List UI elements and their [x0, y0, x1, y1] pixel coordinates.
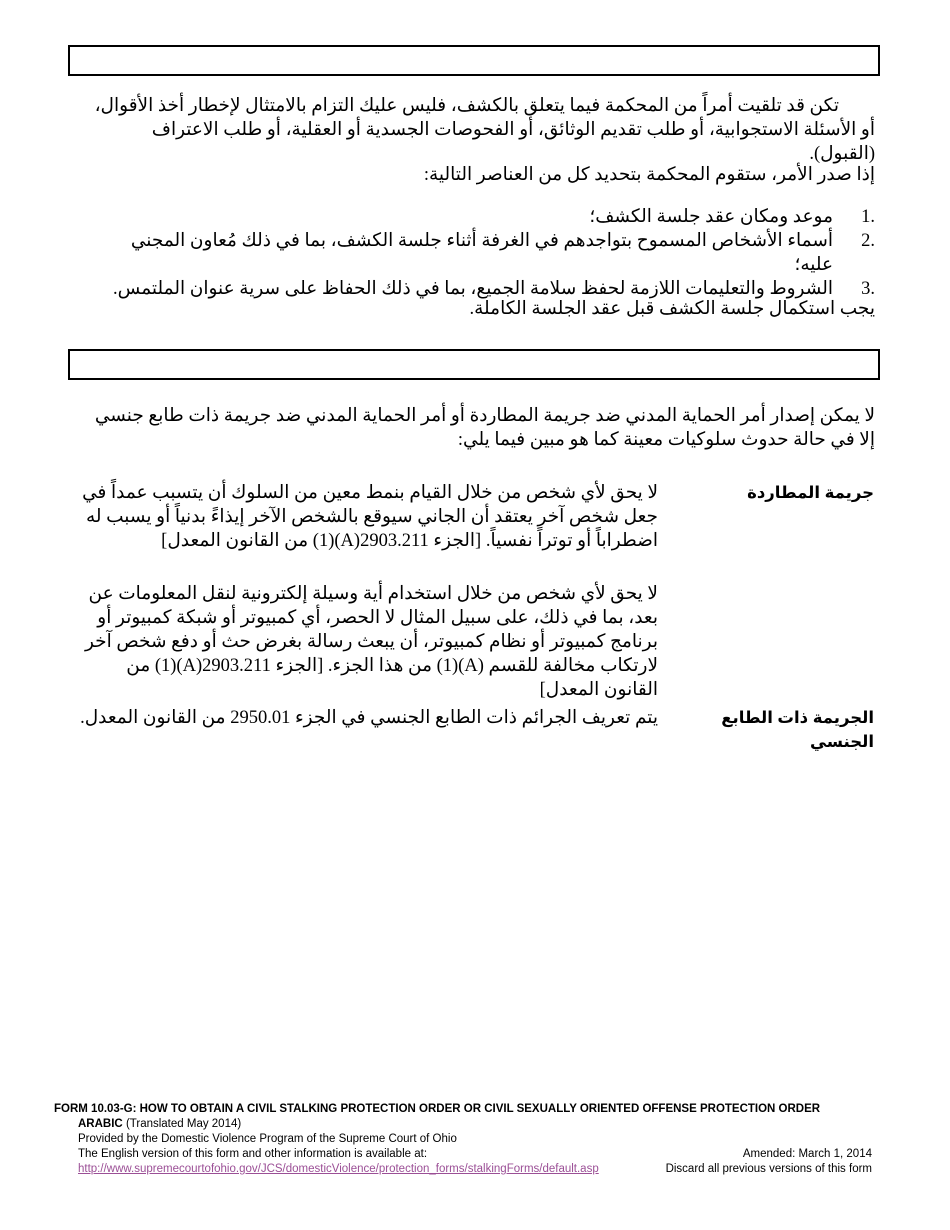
list-item-number: 3.: [861, 279, 875, 299]
list-item: [100, 229, 875, 277]
order-elements-intro: إذا صدر الأمر، ستقوم المحكمة بتحديد كل من العناصر التالية:: [423, 165, 875, 185]
translation-note: [54, 1117, 894, 1132]
conduct-intro-paragraph: لا يمكن إصدار أمر الحماية المدني ضد جريمة المطاردة أو أمر الحماية المدني ضد جريمة ذات طابع جنسي إلا في حالة حدوث سلوكيات معينة كما هو مبين فيما يلي:: [94, 406, 875, 450]
discovery-completion-note: يجب استكمال جلسة الكشف قبل عقد الجلسة الكاملة.: [469, 299, 875, 319]
stalking-definition-2: لا يحق لأي شخص من خلال استخدام أية وسيلة إلكترونية لنقل المعلومات عن بعد، بما في ذلك، على سبيل المثال لا الحصر، أي كمبيوتر أو شبكة كمبيوتر أو برنامج كمبيوتر أو نظام كمبيوتر، أن يبعث رسالة بغرض حث أو دفع شخص آخر لارتكاب مخالفة للقسم (A)(1) من هذا الجزء. [الجزء 2903.211(A)(1) من القانون المعدل]: [84, 584, 658, 700]
section-heading-box-2: [68, 349, 880, 380]
language-label: ARABIC: [78, 1118, 123, 1130]
provided-by: Provided by the Domestic Violence Program of the Supreme Court of Ohio: [78, 1133, 457, 1145]
url-row: [54, 1162, 894, 1177]
list-item-text: أسماء الأشخاص المسموح بتواجدهم في الغرفة أثناء جلسة الكشف، بما في ذلك مُعاون المجني عليه؛: [130, 231, 833, 275]
form-footer: [54, 1102, 894, 1177]
english-version-text: The English version of this form and other information is available at:: [78, 1148, 428, 1160]
amended-date: Amended: March 1, 2014: [742, 1148, 872, 1160]
list-item-text: موعد ومكان عقد جلسة الكشف؛: [589, 207, 833, 227]
discovery-paragraph: تكن قد تلقيت أمراً من المحكمة فيما يتعلق بالكشف، فليس عليك التزام بالامتثال لإخطار أخذ الأقوال، أو الأسئلة الاستجوابية، أو طلب تقديم الوثائق، أو الفحوصات الجسدية أو العقلية، أو طلب الاعتراف (القبول).: [94, 96, 875, 164]
sexual-offense-term: الجريمة ذات الطابع الجنسي: [721, 709, 874, 751]
list-item: [100, 205, 875, 229]
list-item-text: الشروط والتعليمات اللازمة لحفظ سلامة الجميع، بما في ذلك الحفاظ على سرية عنوان الملتمس.: [113, 279, 833, 299]
stalking-term: جريمة المطاردة: [747, 484, 874, 502]
form-title: FORM 10.03-G: HOW TO OBTAIN A CIVIL STALKING PROTECTION ORDER OR CIVIL SEXUALLY ORIENTED OFFENSE PROTECTION ORDER: [54, 1103, 821, 1115]
stalking-definition-1: لا يحق لأي شخص من خلال القيام بنمط معين من السلوك أن يتسبب عمداً في جعل شخص آخر يعتقد أن الجاني سيوقع بالشخص الآخر إيذاءً بدنياً أو يسبب له اضطراباً أو توتراً نفسياً. [الجزء 2903.211(A)(1) من القانون المعدل]: [82, 483, 658, 551]
list-item-number: 1.: [861, 207, 875, 227]
sexual-offense-definition: يتم تعريف الجرائم ذات الطابع الجنسي في الجزء 2950.01 من القانون المعدل.: [80, 708, 658, 728]
forms-link[interactable]: http://www.supremecourtofohio.gov/JCS/domesticViolence/protection_forms/stalkingForms/default.asp: [78, 1163, 599, 1175]
section-heading-box-1: [68, 45, 880, 76]
discard-notice: Discard all previous versions of this form: [665, 1163, 872, 1175]
translated-date: (Translated May 2014): [125, 1118, 242, 1130]
list-item-number: 2.: [861, 231, 875, 251]
english-version-row: [54, 1147, 894, 1162]
order-elements-list: [100, 205, 875, 301]
